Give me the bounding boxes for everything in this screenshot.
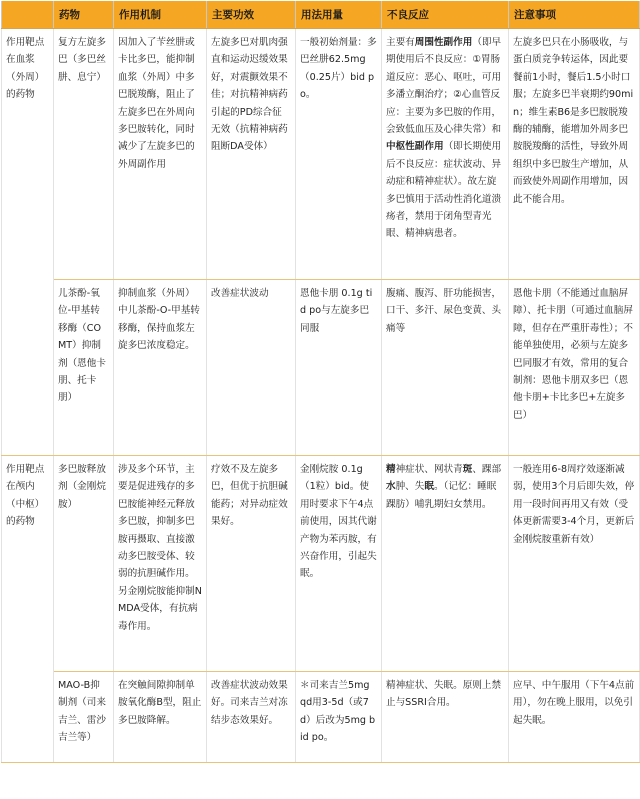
adverse-segment: （即早期使用后不良反应：①胃肠道反应：恶心、呕吐，可用多潘立酮治疗；②心血管反应：主要为多巴胺的作用，会致低血压及心律失常）和	[386, 37, 502, 136]
drug-comparison-table	[1, 1, 640, 763]
adverse-segment: 腹痛、腹泻、肝功能损害，口干、多汗、尿色变黄、头痛等	[386, 288, 502, 334]
adverse-segment-bold: 斑	[462, 464, 473, 475]
table-row	[2, 456, 640, 672]
adverse-segment-bold: 精	[386, 464, 396, 475]
header-notes: 注意事项	[509, 1, 640, 29]
category-cell: 作用靶点在颅内（中枢）的药物	[2, 456, 54, 763]
header-row	[2, 1, 640, 29]
table-row	[2, 672, 640, 763]
adverse-segment-bold: 周围性副作用	[414, 37, 473, 48]
table-row	[2, 280, 640, 456]
efficacy-cell: 改善症状波动效果好。司来吉兰对冻结步态效果好。	[207, 672, 296, 763]
mechanism-cell: 涉及多个环节，主要是促进残存的多巴胺能神经元释放多巴胺，抑制多巴胺再摄取、直接激动多巴胺受体、较弱的抗胆碱作用。另金刚烷胺能抑制NMDA受体，有抗病毒作用。	[114, 456, 207, 672]
adverse-segment: 主要有	[386, 37, 415, 48]
drug-cell: 复方左旋多巴（多巴丝肼、息宁）	[54, 29, 114, 280]
dosage-cell: 一般初始剂量：多巴丝肼62.5mg（0.25片）bid po。	[296, 29, 382, 280]
adverse-cell	[382, 29, 509, 280]
notes-cell: 恩他卡朋（不能通过血脑屏障）、托卡朋（可通过血脑屏障，但存在严重肝毒性）；不能单独使用，必须与左旋多巴同服才有效，常用的复合制剂：恩他卡朋双多巴（恩他卡朋+卡比多巴+左旋多巴）	[509, 280, 640, 456]
adverse-segment: 精神症状、失眠。原则上禁止与SSRI合用。	[386, 680, 502, 709]
header-category	[2, 1, 54, 29]
dosage-cell: 金刚烷胺 0.1g（1粒）bid。使用时要求下午4点前使用，因其代谢产物为苯丙胺，有兴奋作用，引起失眠。	[296, 456, 382, 672]
dosage-cell: 恩他卡朋 0.1g tid po与左旋多巴同服	[296, 280, 382, 456]
drug-cell: 儿茶酚-氧位-甲基转移酶（COMT）抑制剂（恩他卡朋、托卡朋）	[54, 280, 114, 456]
adverse-cell	[382, 280, 509, 456]
efficacy-cell: 改善症状波动	[207, 280, 296, 456]
adverse-segment: 、踝部	[472, 464, 502, 475]
mechanism-cell: 因加入了苄丝肼或卡比多巴，能抑制血浆（外周）中多巴脱羧酶，阻止了左旋多巴在外周向多巴胺转化，同时减少了左旋多巴的外周副作用	[114, 29, 207, 280]
efficacy-cell: 疗效不及左旋多巴，但优于抗胆碱能药；对异动症效果好。	[207, 456, 296, 672]
adverse-segment: 神症状、网状青	[395, 464, 463, 475]
efficacy-cell: 左旋多巴对肌肉强直和运动迟缓效果好，对震颤效果不佳；对抗精神病药引起的PD综合征无效（抗精神病药阻断DA受体）	[207, 29, 296, 280]
table-row	[2, 29, 640, 280]
notes-cell: 应早、中午服用（下午4点前用），勿在晚上服用，以免引起失眠。	[509, 672, 640, 763]
header-efficacy: 主要功效	[207, 1, 296, 29]
notes-cell: 一般连用6-8周疗效逐渐减弱，使用3个月后即失效，停用一段时间再用又有效（受体更新需要3-4个月，更新后金刚烷胺重新有效）	[509, 456, 640, 672]
adverse-cell	[382, 456, 509, 672]
category-cell: 作用靶点在血浆（外周）的药物	[2, 29, 54, 456]
adverse-segment: （即长期使用后不良反应：症状波动、异动症和精神症状）。故左旋多巴慎用于活动性消化道溃疡者，禁用于闭角型青光眼、精神病患者。	[386, 141, 502, 240]
header-dosage: 用法用量	[296, 1, 382, 29]
header-mechanism: 作用机制	[114, 1, 207, 29]
mechanism-cell: 在突触间隙抑制单胺氧化酶B型，阻止多巴胺降解。	[114, 672, 207, 763]
adverse-segment-bold: 水	[386, 481, 396, 493]
drug-cell: 多巴胺释放剂（金刚烷胺）	[54, 456, 114, 672]
adverse-segment-bold: 中枢性副作用	[386, 141, 444, 153]
header-adverse: 不良反应	[382, 1, 509, 29]
adverse-segment: 。（记忆：睡眠踝肪）哺乳期妇女禁用。	[386, 481, 497, 510]
dosage-cell: ＊司来吉兰5mg qd用3-5d（或7d）后改为5mg bid po。	[296, 672, 382, 763]
notes-cell: 左旋多巴只在小肠吸收，与蛋白质竞争转运体，因此要餐前1小时，餐后1.5小时口服；左旋多巴半衰期约90min；维生素B6是多巴胺脱羧酶的辅酶，能增加外周多巴胺脱羧酶的活性，导致外周组织中多巴胺生产增加，从而致使外周副作用增加，因此不能合用。	[509, 29, 640, 280]
mechanism-cell: 抑制血浆（外周）中儿茶酚-O-甲基转移酶，保持血浆左旋多巴浓度稳定。	[114, 280, 207, 456]
adverse-segment: 肿、失	[395, 481, 425, 493]
drug-cell: MAO-B抑制剂（司来吉兰、雷沙吉兰等）	[54, 672, 114, 763]
adverse-segment-bold: 眠	[424, 481, 434, 493]
header-drug: 药物	[54, 1, 114, 29]
adverse-cell	[382, 672, 509, 763]
